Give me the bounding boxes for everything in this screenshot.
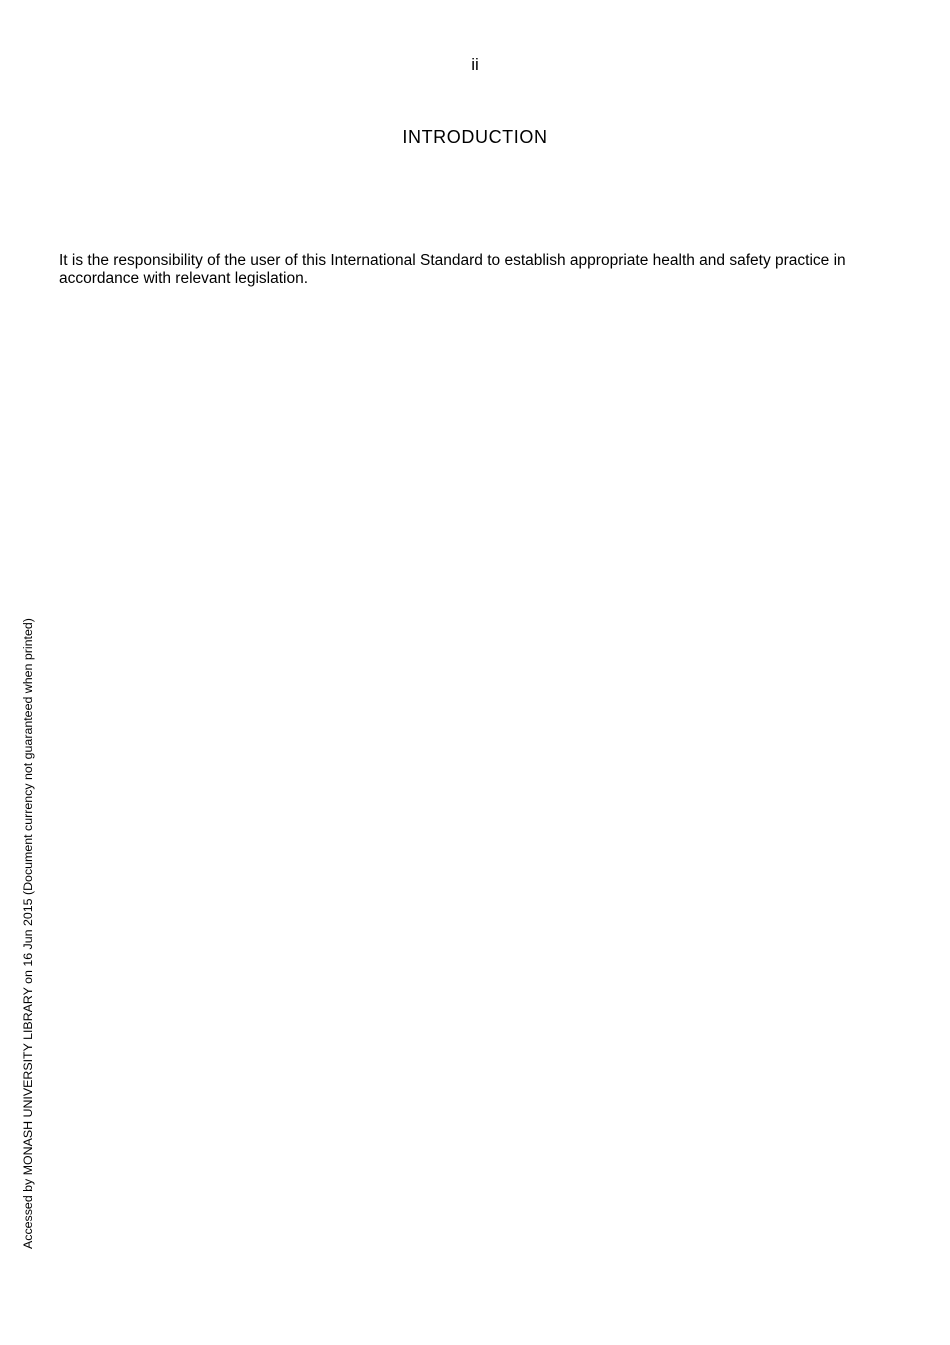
body-paragraph: It is the responsibility of the user of this International Standard to establish appropriate health and safety practice in accordance with relevant legislation. [59,252,846,287]
section-title: INTRODUCTION [402,127,548,147]
access-watermark: Accessed by MONASH UNIVERSITY LIBRARY on 16 Jun 2015 (Document currency not guaranteed when printed) [21,618,35,1249]
page-number: ii [471,55,479,74]
